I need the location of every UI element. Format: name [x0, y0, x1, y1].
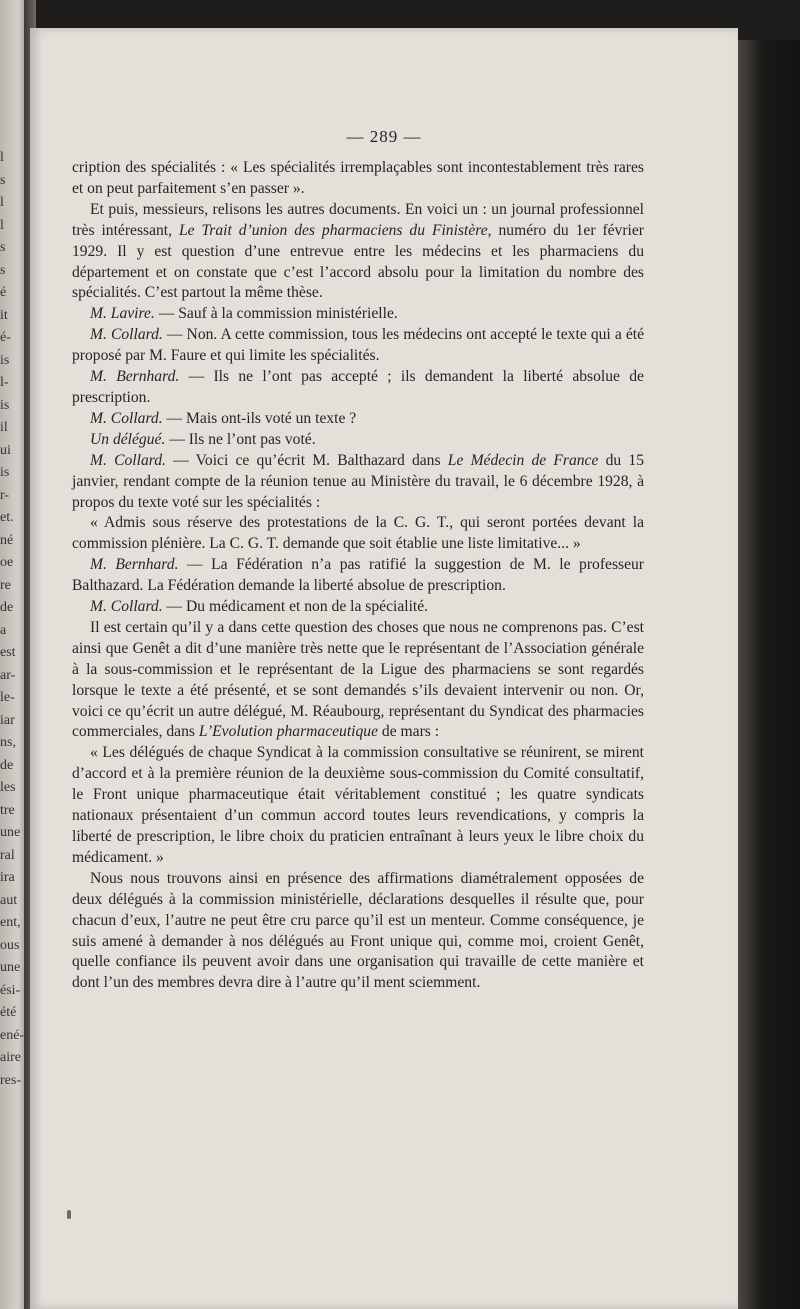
page-body	[72, 158, 644, 994]
adjacent-page-fragment: et.	[0, 510, 14, 525]
paragraph	[72, 200, 644, 305]
dialogue-line	[72, 304, 644, 325]
speaker-name: M. Collard.	[90, 409, 163, 427]
adjacent-page-fragment: re	[0, 577, 11, 593]
adjacent-page-fragment: é-	[0, 330, 11, 345]
dialogue-line	[72, 430, 644, 451]
dialogue-text: — Ils ne l’ont pas voté.	[165, 430, 316, 448]
adjacent-page-fragment: is	[0, 397, 10, 413]
dialogue-text: du 15 janvier, rendant compte de la réunion tenue au Ministère du travail, le 6 décembre 1928, à propos du texte voté sur les spécialités :	[72, 451, 645, 511]
adjacent-page-fragment: ous	[0, 937, 20, 953]
quotation-text: « Les délégués de chaque Syndicat à la commission consultative se réunirent, se mirent d’accord et à la première réunion de la deuxième sous-commission du Comité consultatif, le Front unique pharmaceutique était véritablement constitué ; les quatre syndicats nationaux présentaient d’un commun accord toutes leurs revendications, y compris la liberté de prescription, le libre choix du praticien entraînant à leurs yeux le libre choix du médicament. »	[72, 744, 644, 866]
adjacent-page-fragment: is	[0, 465, 10, 480]
quotation	[72, 513, 644, 555]
publication-title: Le Médecin de France	[447, 451, 599, 469]
dialogue-line	[72, 367, 644, 409]
dialogue-text: — Non. A cette commission, tous les médecins ont accepté le texte qui a été proposé par M. Faure et qui limite les spécialités.	[72, 326, 644, 365]
adjacent-page-fragment: été	[0, 1005, 17, 1020]
paragraph	[72, 869, 644, 994]
adjacent-page-fragment: s	[0, 172, 6, 188]
adjacent-page-fragment: res-	[0, 1072, 21, 1088]
publication-title: Le Trait d’union des pharmaciens du Finistère	[178, 221, 488, 239]
dialogue-line	[72, 451, 644, 514]
adjacent-page-fragment: s	[0, 240, 6, 255]
adjacent-page-fragment: it	[0, 307, 8, 323]
adjacent-page-fragment: r-	[0, 487, 10, 503]
quotation-text: « Admis sous réserve des protestations de la C. G. T., qui seront portées devant la commission plénière. La C. G. T. demande que soit établie une liste limitative... »	[72, 514, 644, 553]
adjacent-page-fragment: ns,	[0, 735, 16, 750]
adjacent-page-fragment: de	[0, 757, 14, 773]
adjacent-page-fragment: les	[0, 780, 16, 795]
adjacent-page-fragment: né	[0, 532, 14, 548]
paragraph	[72, 618, 644, 743]
dialogue-line	[72, 597, 644, 618]
adjacent-page-fragment: ral	[0, 847, 15, 863]
dialogue-line	[72, 325, 644, 367]
adjacent-page-fragment: ira	[0, 870, 15, 885]
adjacent-page-fragment: l-	[0, 375, 9, 390]
adjacent-page-fragment: ené-	[0, 1027, 25, 1043]
adjacent-page-fragment: é	[0, 285, 7, 300]
speaker-name: M. Collard.	[90, 598, 163, 616]
page-edge-shadow	[738, 40, 800, 1309]
adjacent-page-fragment: il	[0, 420, 8, 435]
dialogue-line	[72, 409, 644, 430]
adjacent-page-fragment: ési-	[0, 982, 21, 998]
adjacent-page-fragment: ui	[0, 442, 11, 458]
document-page	[30, 28, 738, 1309]
adjacent-page-fragment: l	[0, 217, 4, 233]
adjacent-page-fragment: une	[0, 825, 21, 840]
dialogue-line	[72, 555, 644, 597]
dialogue-text: — La Fédération n’a pas ratifié la suggestion de M. le professeur Balthazard. La Fédération demande la liberté absolue de prescription.	[72, 556, 644, 595]
quotation	[72, 743, 644, 868]
publication-title: L’Evolution pharmaceutique	[198, 723, 379, 741]
adjacent-page-fragment: l	[0, 150, 4, 165]
speaker-name: M. Collard.	[90, 326, 163, 344]
paragraph-text: cription des spécialités : « Les spécialités irremplaçables sont incontestablement très rares et on peut parfaitement s’en passer ».	[72, 159, 644, 197]
adjacent-page-fragment: tre	[0, 802, 15, 818]
adjacent-page-fragment: aire	[0, 1050, 21, 1065]
adjacent-page-fragment: is	[0, 352, 10, 368]
adjacent-page-fragment: ar-	[0, 667, 16, 683]
adjacent-page-fragment: est	[0, 645, 16, 660]
ink-smudge	[67, 1210, 71, 1219]
dialogue-text: — Sauf à la commission ministérielle.	[154, 305, 398, 323]
adjacent-page-fragment: de	[0, 600, 14, 615]
dialogue-text: — Voici ce qu’écrit M. Balthazard dans	[165, 451, 448, 469]
adjacent-page-fragment: l	[0, 195, 4, 210]
dialogue-text: — Mais ont-ils voté un texte ?	[162, 409, 357, 427]
adjacent-page-fragment: une	[0, 960, 21, 975]
adjacent-page-fragment: le-	[0, 690, 15, 705]
adjacent-page-fragment: oe	[0, 555, 14, 570]
adjacent-page-fragment: aut	[0, 892, 18, 908]
page-number: — 289 —	[346, 127, 422, 146]
speaker-name: M. Collard.	[90, 451, 166, 469]
speaker-name: M. Bernhard.	[90, 368, 180, 386]
paragraph-text: de mars :	[378, 723, 440, 741]
paragraph-text: , numéro du 1er février 1929. Il y est question d’une entrevue entre les médecins et les pharmaciens du département et on constate que c’est l’accord absolu pour la limitation du nombre des spécialités. C’est partout la même thèse.	[72, 221, 644, 302]
paragraph	[72, 158, 644, 200]
dialogue-text: — Du médicament et non de la spécialité.	[162, 598, 429, 616]
speaker-name: M. Bernhard.	[90, 556, 179, 574]
paragraph-text: Et puis, messieurs, relisons les autres documents. En voici un : un journal professionnel très intéressant,	[72, 200, 644, 239]
adjacent-page-fragment: ent,	[0, 915, 21, 930]
paragraph-text: Il est certain qu’il y a dans cette question des choses que nous ne comprenons pas. C’est ainsi que Genêt a dit d’une manière très nette que le représentant de l’Association générale à la sous-commission et le représentant de la Ligue des pharmaciens se sont regardés lorsque le texte a été présenté, et se sont demandés s’ils devaient intervenir ou non. Or, voici ce qu’écrit un autre délégué, M. Réaubourg, représentant du Syndicat des pharmacies commerciales, dans	[72, 618, 644, 741]
speaker-name: Un délégué.	[90, 430, 166, 448]
speaker-name: M. Lavire.	[90, 305, 155, 323]
paragraph-text: Nous nous trouvons ainsi en présence des affirmations diamétralement opposées de deux délégués à la commission ministérielle, déclarations desquelles il résulte que, pour chacun d’eux, l’autre ne peut être cru parce qu’il est un menteur. Comme conséquence, je suis amené à demander à nos délégués au Front unique qui, comme moi, croient Genêt, quelle confiance ils peuvent avoir dans une organisation qui travaille de cette manière et dont l’un des membres devra dire à l’autre qu’il ment sciemment.	[72, 869, 644, 992]
adjacent-page-fragment: iar	[0, 712, 15, 728]
dialogue-text: — Ils ne l’ont pas accepté ; ils demandent la liberté absolue de prescription.	[72, 368, 644, 406]
adjacent-page-fragment: a	[0, 622, 7, 638]
adjacent-page-fragment: s	[0, 262, 6, 278]
